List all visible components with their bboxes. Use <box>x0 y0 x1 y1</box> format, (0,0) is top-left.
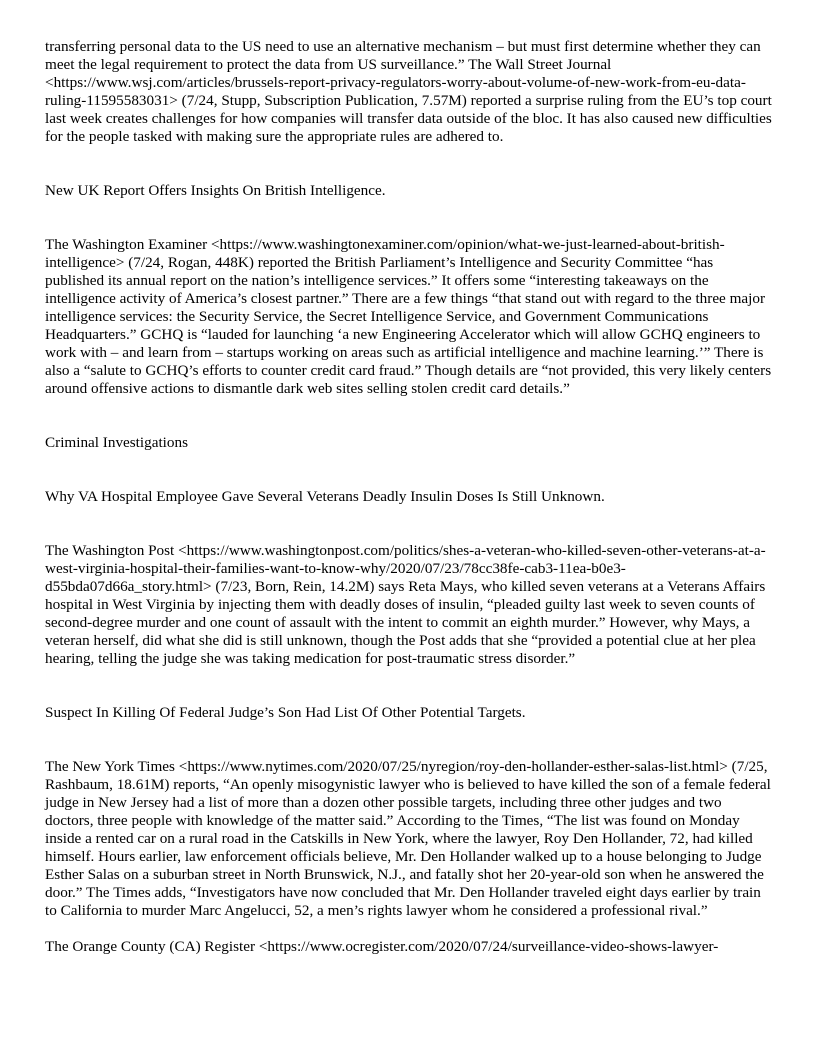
heading-federal-judge-son-suspect: Suspect In Killing Of Federal Judge’s Son Had List Of Other Potential Targets. <box>45 704 526 721</box>
paragraph-washington-post: The Washington Post <https://www.washingtonpost.com/politics/shes-a-veteran-who-killed-seven-other-veterans-at-a-west-virginia-hospital-their-families-want-to-know-why/2020/07/23/78cc38fe-cab3-11ea-b0e3-d55bda07d66a_story.html> (7/23, Born, Rein, 14.2M) says Reta Mays, who killed seven veterans at a Veterans Affairs hospital in West Virginia by injecting them with deadly doses of insulin, “pleaded guilty last week to seven counts of second-degree murder and one count of assault with the intent to commit an eighth murder.” However, why Mays, a veteran herself, did what she did is still unknown, though the Post adds that she “provided a potential clue at her plea hearing, telling the judge she was taking medication for post-traumatic stress disorder.” <box>45 542 766 667</box>
heading-va-hospital-insulin: Why VA Hospital Employee Gave Several Veterans Deadly Insulin Doses Is Still Unknown. <box>45 488 605 505</box>
heading-uk-intelligence-report: New UK Report Offers Insights On British Intelligence. <box>45 182 386 199</box>
section-heading-criminal-investigations: Criminal Investigations <box>45 434 188 451</box>
paragraph-eu-data-ruling: transferring personal data to the US need to use an alternative mechanism – but must first determine whether they can meet the legal requirement to protect the data from US surveillance.” The Wall Street Journal <https://www.wsj.com/articles/brussels-report-privacy-regulators-worry-about-volume-of-new-work-from-eu-data-ruling-11595583031> (7/24, Stupp, Subscription Publication, 7.57M) reported a surprise ruling from the EU’s top court last week creates challenges for how companies will transfer data outside of the bloc. It has also caused new difficulties for the people tasked with making sure the appropriate rules are adhered to. <box>45 38 772 145</box>
paragraph-new-york-times: The New York Times <https://www.nytimes.com/2020/07/25/nyregion/roy-den-hollander-esther-salas-list.html> (7/25, Rashbaum, 18.61M) reports, “An openly misogynistic lawyer who is believed to have killed the son of a female federal judge in New Jersey had a list of more than a dozen other possible targets, including three other judges and two doctors, three people with knowledge of the matter said.” According to the Times, “The list was found on Monday inside a rented car on a rural road in the Catskills in New York, where the lawyer, Roy Den Hollander, 72, had killed himself. Hours earlier, law enforcement officials believe, Mr. Den Hollander walked up to a house belonging to Judge Esther Salas on a suburban street in North Brunswick, N.J., and fatally shot her 20-year-old son when he answered the door.” The Times adds, “Investigators have now concluded that Mr. Den Hollander traveled eight days earlier by train to California to murder Marc Angelucci, 52, a men’s rights lawyer whom he considered a professional rival.” <box>45 758 771 919</box>
paragraph-washington-examiner: The Washington Examiner <https://www.washingtonexaminer.com/opinion/what-we-just-learned-about-british-intelligence> (7/24, Rogan, 448K) reported the British Parliament’s Intelligence and Security Committee “has published its annual report on the nation’s intelligence services.” It offers some “interesting takeaways on the intelligence activity of America’s closest partner.” There are a few things “that stand out with regard to the three major intelligence services: the Security Service, the Secret Intelligence Service, and Government Communications Headquarters.” GCHQ is “lauded for launching ‘a new Engineering Accelerator which will allow GCHQ engineers to work with – and learn from – startups working on areas such as artificial intelligence and machine learning.’” There is also a “salute to GCHQ’s efforts to counter credit card fraud.” Though details are “not provided, this very likely centers around offensive actions to dismantle dark web sites selling stolen credit card details.” <box>45 236 772 397</box>
paragraph-orange-county-register: The Orange County (CA) Register <https://www.ocregister.com/2020/07/24/surveillance-video-shows-lawyer- <box>45 938 719 955</box>
document-page <box>45 38 773 956</box>
